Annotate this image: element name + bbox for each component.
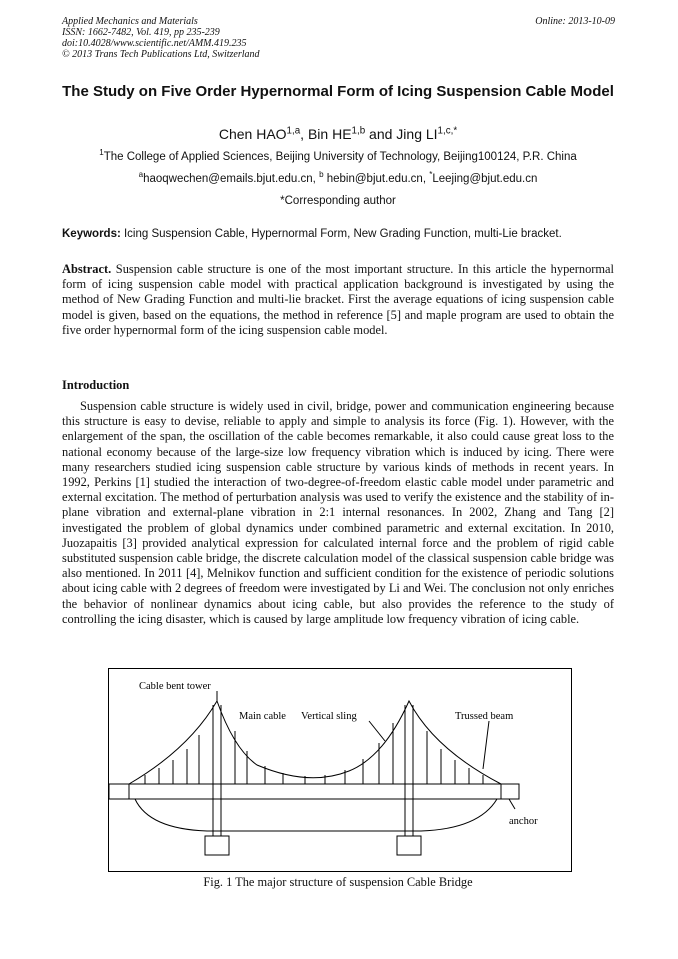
corresponding-author-note: *Corresponding author (280, 195, 396, 207)
label-vertical-sling: Vertical sling (301, 711, 357, 722)
copyright-line: © 2013 Trans Tech Publications Ltd, Switzerland (62, 49, 260, 60)
figure-1 (108, 668, 572, 872)
author-name: Chen HAO (218, 126, 287, 142)
author-name: Jing LI (396, 126, 438, 142)
right-anchor-block (501, 784, 519, 799)
abstract (62, 262, 614, 338)
issn-line: ISSN: 1662-7482, Vol. 419, pp 235-239 (62, 27, 220, 38)
author-separator: , (300, 126, 308, 142)
keywords (62, 227, 614, 241)
anchor-leader-line (509, 799, 515, 809)
keywords-text: Icing Suspension Cable, Hypernormal Form, New Grading Function, multi-Lie bracket. (120, 228, 562, 240)
label-main-cable: Main cable (239, 711, 286, 722)
trussed-beam-arc (135, 799, 497, 831)
email-link[interactable]: haoqwechen@emails.bjut.edu.cn, (143, 173, 320, 185)
figure-caption: Fig. 1 The major structure of suspension Cable Bridge (203, 875, 473, 889)
right-tower-base (397, 836, 421, 855)
author-superscript: 1,a (286, 125, 301, 137)
doi-line: doi:10.4028/www.scientific.net/AMM.419.235 (62, 38, 247, 49)
affiliation-superscript: 1 (99, 148, 104, 158)
affiliation-text: The College of Applied Sciences, Beijing University of Technology, Beijing100124, P.R. China (103, 151, 577, 163)
author-list (62, 126, 614, 142)
email-line (62, 172, 614, 186)
email-link[interactable]: hebin@bjut.edu.cn, (323, 173, 430, 185)
running-header (62, 16, 260, 60)
journal-name: Applied Mechanics and Materials (62, 16, 198, 27)
label-trussed-beam: Trussed beam (455, 711, 514, 722)
email-superscript: b (319, 170, 324, 180)
author-superscript: 1,b (351, 125, 366, 137)
abstract-label: Abstract. (62, 262, 112, 276)
left-anchor-block (109, 784, 129, 799)
section-heading-introduction: Introduction (62, 378, 130, 392)
sling-leader-line (369, 721, 385, 741)
author-name: Bin HE (307, 126, 352, 142)
label-cable-bent-tower: Cable bent tower (139, 681, 211, 692)
email-superscript: * (429, 170, 433, 180)
introduction-body: Suspension cable structure is widely used in civil, bridge, power and communication engineering because this structure is easy to devise, reliable to apply and simple to analysis its force (Fig. 1). However, with the enlargement of the span, the oscillation of the cable becomes remarkable, it also could cause great loss to the national economy because of the large-size low frequency vibration which is induced by icing. There were many researchers studied icing suspension cable structure by various kinds of methods in recent years. In 1992, Perkins [1] studied the interaction of two-degree-of-freedom elastic cable model under parametric and external excitation. The method of perturbation analysis was used to verify the existence and the stability of in-plane vibration and external-plane vibration in 2:1 internal resonances. In 2002, Zhang and Tang [2] investigated the problem of global dynamics under combined parametric and external excitation. In 2010, Juozapaitis [3] provided analytical expression for calculated internal force and the problem of rigid cable substituted suspension cable bridge, the discrete calculation model of the classical suspension cable bridge was also mentioned. In 2011 [4], Melnikov function and sufficient condition for the existence of periodic solutions about icing cable with 2 degrees of freedom were investigated by Li and Wei. The conclusion not only enriches the behavior of nonlinear dynamics about icing cable, but also provides the reference to the study of controlling the icing disaster, which is caused by large amplitude low frequency vibration of icing cable. (62, 399, 614, 626)
paper-title: The Study on Five Order Hypernormal Form of Icing Suspension Cable Model (62, 83, 614, 100)
label-anchor: anchor (509, 816, 538, 827)
author-superscript: 1,c,* (437, 125, 458, 137)
author-separator: and (365, 126, 397, 142)
suspension-bridge-diagram (109, 669, 571, 871)
left-tower-base (205, 836, 229, 855)
email-link[interactable]: Leejing@bjut.edu.cn (432, 173, 538, 185)
online-date: Online: 2013-10-09 (535, 16, 615, 27)
abstract-text: Suspension cable structure is one of the most important structure. In this article the hypernormal form of icing suspension cable model with practical application background is investigated by using the method of New Grading Function and multi-lie bracket. First the average equations of icing suspension cable model is given, based on the equations, the method in reference [5] and maple program are used to obtain the five order hypernormal form of the icing suspension cable model. (62, 262, 614, 337)
affiliation (62, 150, 614, 164)
email-superscript: a (138, 170, 144, 180)
beam-leader-line (483, 721, 489, 769)
keywords-label: Keywords: (62, 228, 121, 240)
